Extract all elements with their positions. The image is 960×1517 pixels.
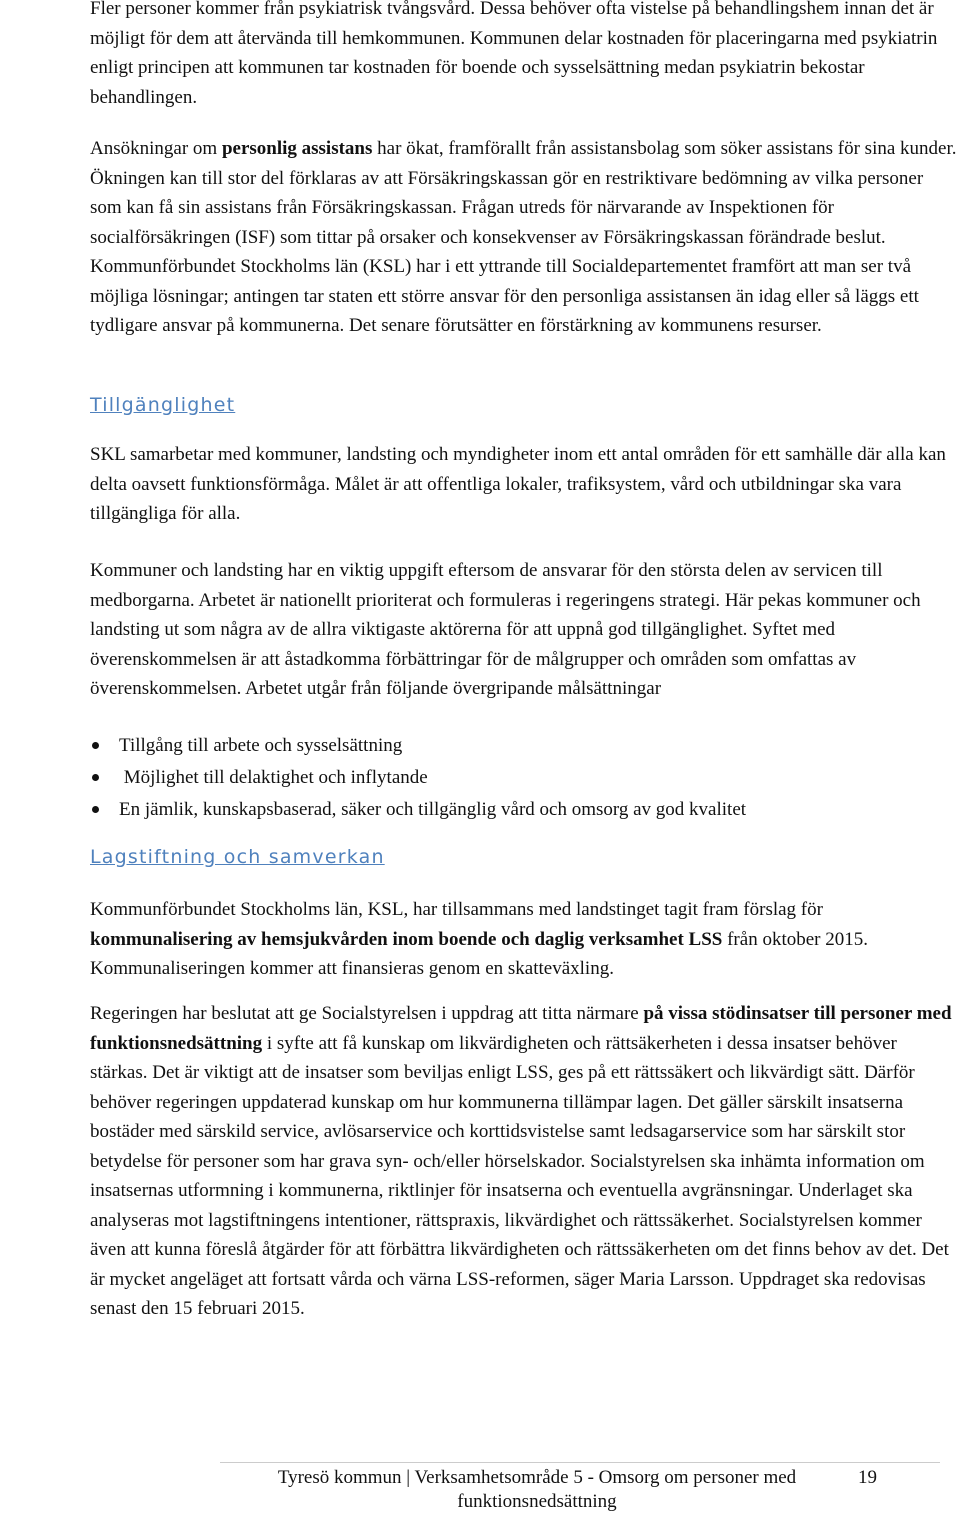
text-run: har ökat, framförallt från assistansbolag som söker assistans för sina kunder. Ökningen kan till stor del förklaras av att Försäkringskassan gör en restriktivare bedömning av vilka personer som kan få sin assistans från Försäkringskassan. Frågan utreds för närvarande av Inspektionen för socialförsäkringen (ISF) som tittar på orsaker och konsekvenser av Försäkringskassan förändrade beslut. Kommunförbundet Stockholms län (KSL) har i ett yttrande till Socialdepartementet framfört att man ser två möjliga lösningar; antingen tar staten ett större ansvar för den personliga assistansen än idag eller så läggs ett tydligare ansvar på kommunerna. Det senare förutsätter en förstärkning av kommunens resurser.: [90, 138, 957, 336]
paragraph-psykiatri: Fler personer kommer från psykiatrisk tvångsvård. Dessa behöver ofta vistelse på behandlingshem innan det är möjligt för dem att återvända till hemkommunen. Kommunen delar kostnaden för placeringarna med psykiatrin enligt principen att kommunen tar kostnaden för boende och sysselsättning medan psykiatrin bekostar behandlingen.: [90, 0, 938, 108]
text-run: i syfte att få kunskap om likvärdigheten och rättsäkerheten i dessa insatser behöver stärkas. Det är viktigt att de insatser som beviljas enligt LSS, ges på ett rättssäkert och likvärdigt sätt. Därför behöver regeringen uppdaterad kunskap om hur kommunerna tillämpar lagen. Det gäller särskilt insatserna bostäder med särskild service, avlösarservice och korttidsvistelse samt ledsagarservice som har särskilt stor betydelse för personer som har grava syn- och/eller hörselskador. Socialstyrelsen ska inhämta information om insatsernas utformning i kommunerna, riktlinjer för insatserna och eventuella avgränsningar. Underlaget ska analyseras mot lagstiftningens intentioner, rättspraxis, likvärdighet och rättssäkerhet. Socialstyrelsen kommer även att kunna föreslå åtgärder för att förbättra likvärdigheten och rättssäkerheten om det finns behov av det. Det är mycket angeläget att fortsatt vårda och värna LSS-reformen, säger Maria Larsson. Uppdraget ska redovisas senast den 15 februari 2015.: [90, 1032, 949, 1319]
list-item-text: En jämlik, kunskapsbaserad, säker och tillgänglig vård och omsorg av god kvalitet: [119, 799, 747, 820]
paragraph-ksl: [90, 895, 958, 984]
heading-tillganglighet: Tillgänglighet: [90, 394, 236, 416]
text-run: från oktober 2015. Kommunaliseringen kommer att finansieras genom en skatteväxling.: [90, 928, 868, 979]
list-item: [90, 731, 746, 763]
bold-text: personlig assistans: [221, 138, 373, 159]
heading-lagstiftning: Lagstiftning och samverkan: [90, 846, 385, 868]
footer-text: Tyresö kommun | Verksamhetsområde 5 - Omsorg om personer med funktionsnedsättning: [277, 1467, 797, 1512]
paragraph-skl: SKL samarbetar med kommuner, landsting och myndigheter inom ett antal områden för ett samhälle där alla kan delta oavsett funktionsförmåga. Målet är att offentliga lokaler, trafiksystem, vård och utbildningar ska vara tillgängliga för alla.: [90, 444, 946, 524]
paragraph-personlig-assistans: [90, 134, 958, 341]
bullet-icon: [92, 774, 99, 781]
list-item: [90, 795, 746, 827]
bold-text: kommunalisering av hemsjukvården inom boende och daglig verksamhet LSS: [90, 928, 723, 950]
text-run: Ansökningar om: [90, 138, 222, 159]
bullet-icon: [92, 806, 99, 813]
paragraph-regeringen: [90, 999, 958, 1324]
text-run: Regeringen har beslutat att ge Socialstyrelsen i uppdrag att titta närmare: [90, 1003, 644, 1024]
text-run: Kommunförbundet Stockholms län, KSL, har tillsammans med landstinget tagit fram förslag för: [90, 899, 823, 920]
goals-list: [90, 731, 746, 827]
paragraph-kommuner-landsting: Kommuner och landsting har en viktig uppgift eftersom de ansvarar för den största delen av servicen till medborgarna. Arbetet är nationellt prioriterat och formuleras i regeringens strategi. Här pekas kommuner och landsting ut som några av de allra viktigaste aktörerna för att uppnå god tillgänglighet. Syftet med överenskommelsen är att åstadkomma förbättringar för de målgrupper och områden som omfattas av överenskommelsen. Arbetet utgår från följande övergripande målsättningar: [90, 560, 921, 699]
list-item-text: Tillgång till arbete och sysselsättning: [119, 735, 403, 756]
bold-text: på vissa stödinsatser till personer med funktionsnedsättning: [90, 1003, 952, 1054]
list-item-text: Möjlighet till delaktighet och inflytande: [119, 767, 428, 788]
bullet-icon: [92, 742, 99, 749]
list-item: [90, 763, 746, 795]
footer-divider: [220, 1462, 940, 1463]
page-number: 19: [858, 1467, 877, 1488]
